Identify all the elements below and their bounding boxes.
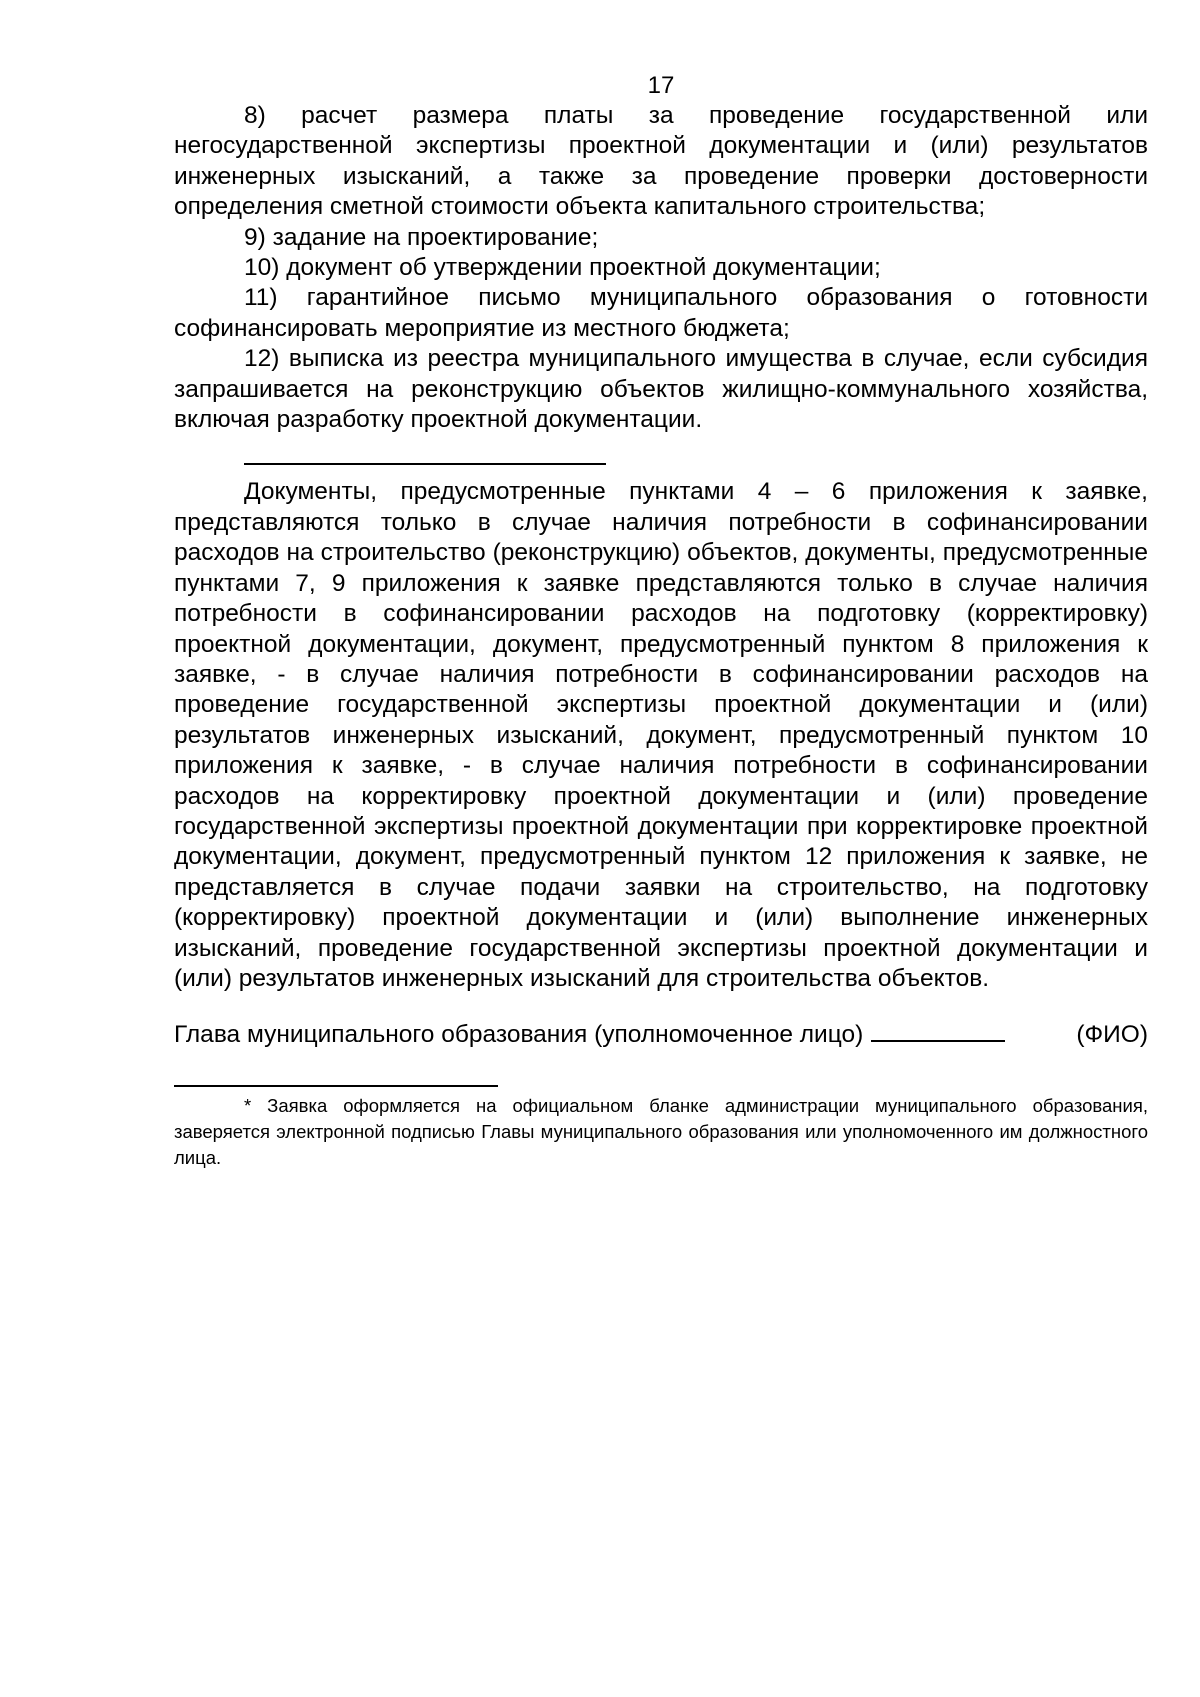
footnote-divider: [174, 1085, 498, 1087]
footnote: * Заявка оформляется на официальном бланке администрации муниципального образования, заверяется электронной подписью Главы муниципального образования или уполномоченного им должностного лица.: [174, 1094, 1148, 1168]
list-item: 12) выписка из реестра муниципального имущества в случае, если субсидия запрашивается на реконструкцию объектов жилищно-коммунального хозяйства, включая разработку проектной документации.: [174, 345, 1148, 434]
document-body: [174, 101, 1148, 1171]
attachments-list: [174, 101, 1148, 435]
signature-line: [174, 1018, 1148, 1050]
page-number: 17: [647, 72, 675, 99]
list-item: 8) расчет размера платы за проведение государственной или негосударственной экспертизы проектной документации и (или) результатов инженерных изысканий, а также за проведение проверки достоверности определения сметной стоимости объекта капитального строительства;: [174, 102, 1148, 221]
list-item: 11) гарантийное письмо муниципального образования о готовности софинансировать мероприятие из местного бюджета;: [174, 284, 1148, 342]
section-divider: [244, 463, 606, 465]
notes-block: [174, 477, 1148, 994]
list-item: 10) документ об утверждении проектной документации;: [244, 254, 881, 282]
signature-label: Глава муниципального образования (уполномоченное лицо): [174, 1021, 864, 1049]
note-paragraph: Документы, предусмотренные пунктами 4 – 6 приложения к заявке, представляются только в случае наличия потребности в софинансировании расходов на строительство (реконструкцию) объектов, документы, предусмотренные пунктами 7, 9 приложения к заявке представляются только в случае наличия потребности в софинансировании расходов на подготовку (корректировку) проектной документации, документ, предусмотренный пунктом 8 приложения к заявке, - в случае наличия потребности в софинансировании расходов на проведение государственной экспертизы проектной документации и (или) результатов инженерных изысканий, документ, предусмотренный пунктом 10 приложения к заявке, - в случае наличия потребности в софинансировании расходов на корректировку проектной документации и (или) проведение государственной экспертизы проектной документации при корректировке проектной документации, документ, предусмотренный пунктом 12 приложения к заявке, не представляется в случае подачи заявки на строительство, на подготовку (корректировку) проектной документации и (или) выполнение инженерных изысканий, проведение государственной экспертизы проектной документации и (или) результатов инженерных изысканий для строительства объектов.: [174, 478, 1148, 992]
list-item: 9) задание на проектирование;: [244, 223, 599, 251]
signature-name-placeholder: (ФИО): [1076, 1021, 1148, 1049]
signature-blank: [871, 1018, 1005, 1042]
